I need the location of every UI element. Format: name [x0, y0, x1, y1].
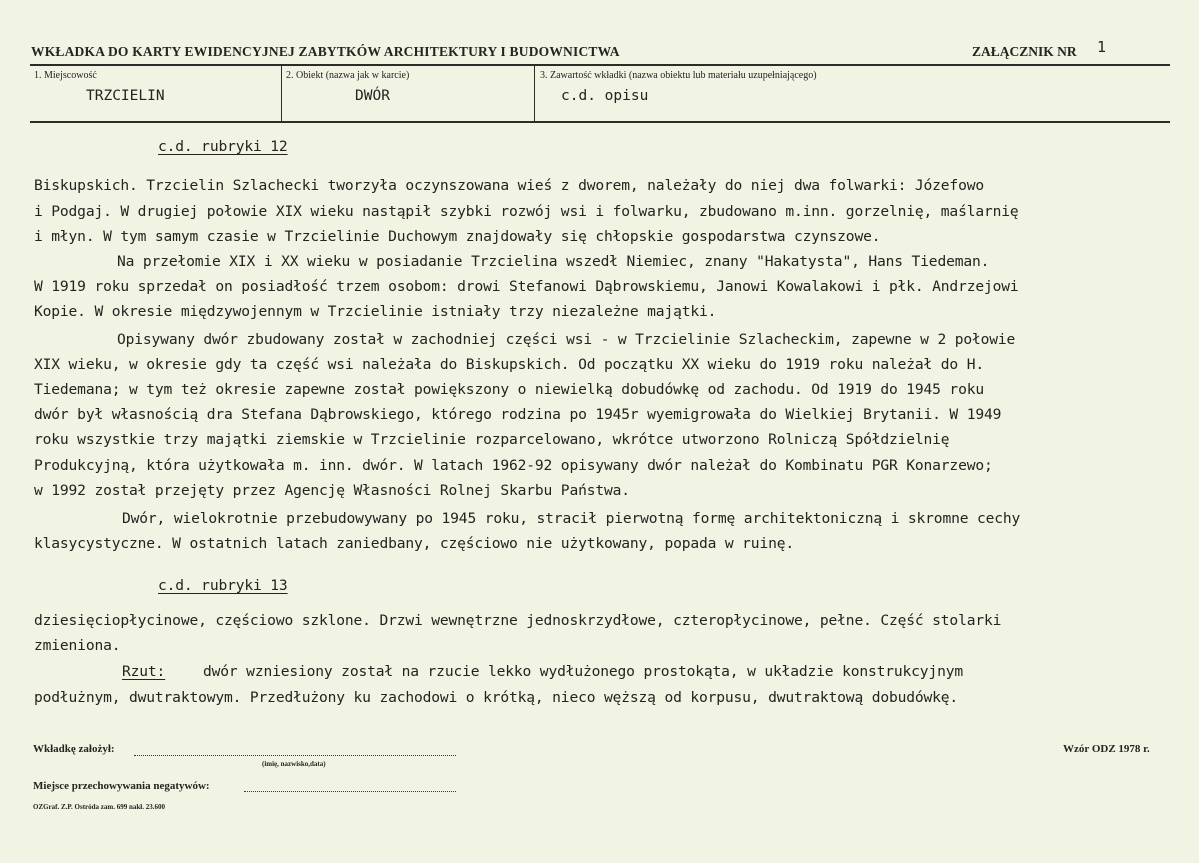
annex-label: ZAŁĄCZNIK NR — [972, 44, 1077, 59]
annex-number: 1 — [1097, 38, 1107, 56]
prepared-by-hint: (imię, nazwisko,data) — [262, 760, 326, 768]
printer-imprint: OZGraf. Z.P. Ostróda zam. 699 nakł. 23.600 — [33, 803, 165, 811]
text-line: podłużnym, dwutraktowym. Przedłużony ku zachodowi o krótką, nieco węższą od korpusu, dwutraktową dobudówkę. — [34, 689, 959, 706]
negatives-storage-field — [244, 791, 456, 792]
text-line: roku wszystkie trzy majątki ziemskie w Trzcielinie rozparcelowano, wkrótce utworzono Rolniczą Spółdzielnię — [34, 431, 950, 448]
text-line: zmieniona. — [34, 637, 121, 654]
prepared-by-field — [134, 755, 456, 756]
content-value: c.d. opisu — [561, 88, 649, 104]
rzut-label: Rzut: — [122, 663, 166, 680]
text-line: Opisywany dwór zbudowany został w zachodniej części wsi - w Trzcielinie Szlacheckim, zapewne w 2 połowie — [117, 331, 1016, 348]
locality-value: TRZCIELIN — [86, 88, 165, 104]
field-divider-2 — [534, 66, 535, 122]
text-line: i młyn. W tym samym czasie w Trzcielinie Duchowym znajdowały się chłopskie gospodarstwa czynszowe. — [34, 228, 881, 245]
text-line: Produkcyjną, która użytkowała m. inn. dwór. W latach 1962-92 opisywany dwór należał do Kombinatu PGR Konarzewo; — [34, 457, 993, 474]
text-line: dwór wzniesiony został na rzucie lekko wydłużonego prostokąta, w układzie konstrukcyjnym — [203, 663, 963, 680]
text-line: klasycystyczne. W ostatnich latach zaniedbany, częściowo nie użytkowany, popada w ruinę. — [34, 535, 794, 552]
text-line: Tiedemana; w tym też okresie zapewne został powiększony o niewielką dobudówkę od zachodu. Od 1919 do 1945 roku — [34, 381, 984, 398]
object-value: DWÓR — [355, 88, 390, 104]
text-line: dziesięciopłycinowe, częściowo szklone. Drzwi wewnętrzne jednoskrzydłowe, czteropłycinowe, pełne. Część stolarki — [34, 612, 1002, 629]
content-label: 3. Zawartość wkładki (nazwa obiektu lub materiału uzupełniającego) — [540, 70, 817, 81]
text-line: dwór był własnością dra Stefana Dąbrowskiego, którego rodzina po 1945r wyemigrowała do Wielkiej Brytanii. W 1949 — [34, 406, 1002, 423]
fields-bottom-rule — [30, 121, 1170, 123]
negatives-storage-label: Miejsce przechowywania negatywów: — [33, 780, 210, 792]
field-divider-1 — [281, 66, 282, 122]
text-line: w 1992 został przejęty przez Agencję Własności Rolnej Skarbu Państwa. — [34, 482, 630, 499]
text-line: Na przełomie XIX i XX wieku w posiadanie Trzcielina wszedł Niemiec, znany "Hakatysta", Hans Tiedeman. — [117, 253, 990, 270]
text-line: Dwór, wielokrotnie przebudowywany po 1945 roku, stracił pierwotną formę architektoniczną i skromne cechy — [122, 510, 1021, 527]
header-rule — [30, 64, 1170, 66]
section-12-heading: c.d. rubryki 12 — [158, 138, 288, 155]
text-line: Kopie. W okresie międzywojennym w Trzcielinie istniały trzy niezależne majątki. — [34, 303, 717, 320]
text-line: Biskupskich. Trzcielin Szlachecki tworzyła oczynszowana wieś z dworem, należały do niej dwa folwarki: Józefowo — [34, 177, 984, 194]
object-label: 2. Obiekt (nazwa jak w karcie) — [286, 70, 410, 81]
text-line: W 1919 roku sprzedał on posiadłość trzem osobom: drowi Stefanowi Dąbrowskiemu, Janowi Kowalakowi i płk. Andrzejowi — [34, 278, 1019, 295]
section-13-heading: c.d. rubryki 13 — [158, 577, 288, 594]
locality-label: 1. Miejscowość — [34, 70, 97, 81]
form-title: WKŁADKA DO KARTY EWIDENCYJNEJ ZABYTKÓW ARCHITEKTURY I BUDOWNICTWA — [31, 44, 620, 59]
text-line: XIX wieku, w okresie gdy ta część wsi należała do Biskupskich. Od początku XX wieku do 1919 roku należał do H. — [34, 356, 984, 373]
text-line: i Podgaj. W drugiej połowie XIX wieku nastąpił szybki rozwój wsi i folwarku, zbudowano m.inn. gorzelnię, maślarnię — [34, 203, 1019, 220]
form-template-label: Wzór ODZ 1978 r. — [1063, 743, 1150, 755]
prepared-by-label: Wkładkę założył: — [33, 743, 115, 755]
